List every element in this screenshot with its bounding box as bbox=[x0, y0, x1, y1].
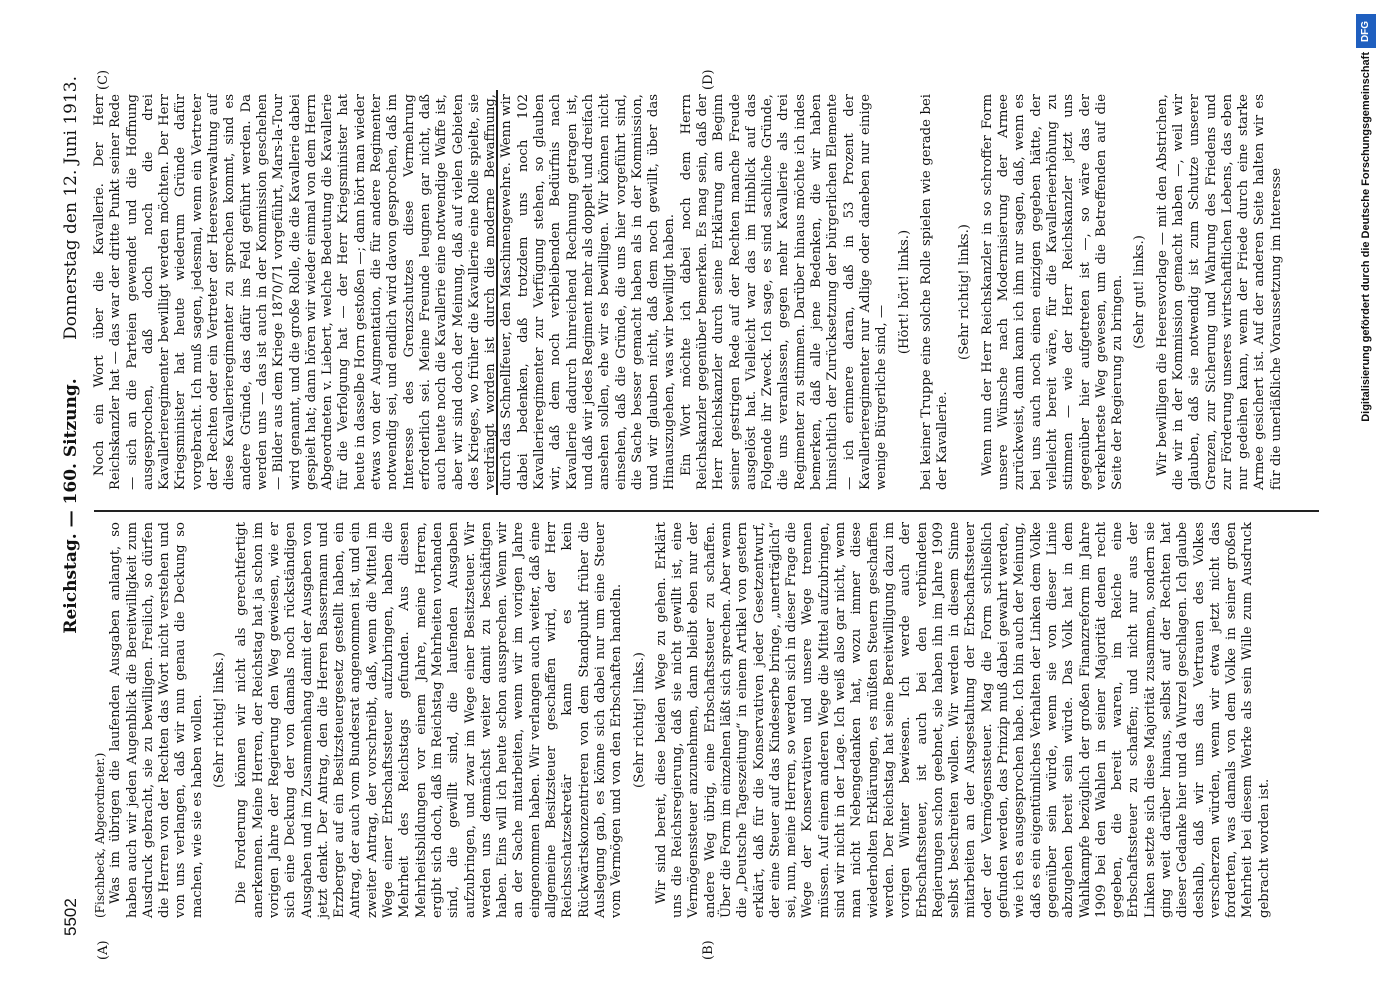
margin-mark-c: (C) bbox=[96, 69, 111, 90]
interjection: (Sehr richtig! links.) bbox=[957, 224, 973, 360]
paragraph: Die Forderung können wir nicht als gerechtfertigt anerkennen. Meine Herren, der Reichstag hat ja schon im vorigen Jahre der Regierung den Weg gewiesen, wie er sich eine Deckung der von damals noch rückständigen Ausgaben und im Zusammenhang damit der Ausgaben von jetzt denkt. Der Antrag, den die Herren Bassermann und Erzberger auf ein Besitzsteuergesetz gestellt haben, ein Antrag, der auch vom Bundesrat angenommen ist, und ein zweiter Antrag, der vorschreibt, daß, wenn die Mittel im Wege einer Erbschaftssteuer aufzubringen, haben die Mehrheit des Reichstags gefunden. Aus diesen Mehrheitsbildungen vor einem Jahre, meine Herren, ergibt sich doch, daß im Reichstag Mehrheiten vorhanden sind, die gewillt sind, die laufenden Ausgaben aufzubringen, und zwar im Wege einer Besitzsteuer. Wir werden uns demnächst weiter damit zu beschäftigen haben. Eins will ich heute schon aussprechen. Wenn wir an der Sache mitarbeiten, wenn wir im vorigen Jahre eingenommen haben. Wir verlangen auch weiter, daß eine allgemeine Besitzsteuer geschaffen wird, der Herr Reichsschatzsekretär kann es kein Rückwärtskonzentrieren von dem Standpunkt früher die Auslegung gab, es könne sich dabei nur um eine Steuer vom Vermögen und von den Erbschaften handeln. bbox=[234, 522, 625, 918]
margin-mark-a: (A) bbox=[96, 940, 111, 960]
interjection: (Sehr gut! links.) bbox=[1132, 235, 1148, 349]
paragraph: Was im übrigen die laufenden Ausgaben anlangt, so haben auch wir jeden Augenblick die Bereitwilligkeit zum Ausdruck gebracht, sie zu bewilligen. Freilich, so dürfen die Herren von der Rechten das Wort nicht verstehen und von uns verlangen, daß wir nun genau die Deckung so machen, wie sie es haben wollen. bbox=[108, 522, 205, 918]
right-column bbox=[92, 94, 1322, 490]
margin-mark-b: (B) bbox=[701, 940, 716, 960]
left-column bbox=[92, 522, 1322, 918]
speaker-note: (Fischbeck, Abgeordneter.) bbox=[93, 752, 107, 918]
page-number: 5502 bbox=[61, 898, 80, 936]
page-header bbox=[58, 76, 84, 936]
session-date: Donnerstag den 12. Juni 1913. bbox=[61, 76, 81, 340]
margin-mark-d: (D) bbox=[701, 69, 716, 90]
digitization-credit: Digitalisierung gefördert durch die Deutsche Forschungsgemeinschaft bbox=[1360, 52, 1372, 422]
paragraph: bei keiner Truppe eine solche Rolle spielen wie gerade bei der Kavallerie. bbox=[918, 94, 951, 490]
interjection: (Hört! hört! links.) bbox=[896, 229, 912, 355]
paragraph: Noch ein Wort über die Kavallerie. Der Herr Reichskanzler hat — das war der dritte Punkt seiner Rede — sich an die Parteien gewendet und die Hoffnung ausgesprochen, daß doch noch die drei Kavallerieregimenter bewilligt werden möchten. Der Herr Kriegsminister hat heute wiederum Gründe dafür vorgebracht. Ich muß sagen, jedesmal, wenn ein Vertreter der Rechten oder ein Vertreter der Heeresverwaltung auf diese Kavallerieregimenter zu sprechen kommt, sind es andere Gründe, das dafür ins Feld geführt werden. Da werden uns — das ist auch in der Kommission geschehen — Bilder aus dem Kriege 1870/71 vorgeführt, Mars-la-Tour wird genannt, und die große Rolle, die die Kavallerie dabei gespielt hat; dann hören wir wieder einmal von dem Herrn Abgeordneten v. Liebert, welche Bedeutung die Kavallerie für die Verfolgung hat — der Herr Kriegsminister hat heute in dasselbe Horn gestoßen —; dann hört man wieder etwas von der Augmentation, die für andere Regimenter notwendig sei, und endlich wird davon gesprochen, daß im Interesse des Grenzschutzes diese Vermehrung erforderlich sei. Meine Freunde leugnen gar nicht, daß auch heute noch die Kavallerie eine notwendige Waffe ist, aber wir sind doch der Meinung, daß auf vielen Gebieten des Krieges, wo früher die Kavallerie eine Rolle spielte, sie verdrängt worden ist durch die moderne Bewaffnung, durch das Schnellfeuer, den Maschinengewehre. Wenn wir dabei bedenken, daß trotzdem uns noch 102 Kavallerieregimenter zur Verfügung stehen, so glauben wir, daß dem noch verbleibenden Bedürfnis nach Kavallerie dadurch hinreichend Rechnung getragen ist, und daß wir jedes Regiment mehr als doppelt und dreifach ansehen sollen, ehe wir es bewilligen. Wir können nicht einsehen, daß die Gründe, die uns hier vorgeführt sind, die Sache besser gemacht haben als in der Kommission, und wir glauben nicht, daß dem noch gewillt, über das Hinauszugehen, was wir bewilligt haben. bbox=[92, 94, 678, 490]
paragraph: Wir bewilligen die Heeresvorlage — mit den Abstrichen, die wir in der Kommission gemacht haben —, weil wir glauben, daß sie notwendig ist zum Schutze unserer Grenzen, zur Sicherung und Wahrung des Friedens und zur Förderung unseres wirtschaftlichen Lebens, das eben nur gedeihen kann, wenn der Friede durch eine starke Armee gesichert ist. Auf der anderen Seite halten wir es für die unerläßliche Voraussetzung im Interesse bbox=[1154, 94, 1284, 490]
paragraph: Wir sind bereit, diese beiden Wege zu gehen. Erklärt uns die Reichsregierung, daß sie nicht gewillt ist, eine Vermögenssteuer anzunehmen, dann bleibt eben nur der andere Weg übrig, eine Erbschaftssteuer zu schaffen. Über die Form im einzelnen läßt sich sprechen. Aber wenn die „Deutsche Tageszeitung“ in einem Artikel von gestern erklärt, daß für die Konservativen jeder Gesetzentwurf, der eine Steuer auf das Kindeserbe bringe, „unerträglich“ sei, nun, meine Herren, so werden sich in dieser Frage die Wege der Konservativen und unsere Wege trennen müssen. Auf einem anderen Wege die Mittel aufzubringen, sind wir nicht in der Lage. Ich weiß also gar nicht, wenn man nicht Nebengedanken hat, wozu immer diese wiederholten Erklärungen, es müßten Steuern geschaffen werden. Der Reichstag hat seine Bereitwilligung dazu im vorigen Winter bewiesen. Ich werde auch der Erbschaftssteuer, ist auch bei den verbündeten Regierungen schon geebnet, sie haben ihn im Jahre 1909 selbst beschreiten wollen. Wir werden in diesem Sinne mitarbeiten an der Ausgestaltung der Erbschaftssteuer oder der Vermögenssteuer. Mag die Form schließlich gefunden werden, das Prinzip muß dabei gewahrt werden, wie ich es ausgesprochen habe. Ich bin auch der Meinung, daß es ein eigentümliches Verhalten der Linken dem Volke gegenüber sein würde, wenn sie von dieser Linie abzugehen bereit sein würde. Das Volk hat in dem Wahlkampfe bezüglich der großen Finanzreform im Jahre 1909 bei den Wahlen in seiner Majorität denen recht gegeben, die bereit waren, im Reiche eine Erbschaftssteuer zu schaffen; und nicht nur aus der Linken setzte sich diese Majorität zusammen, sondern sie ging weit darüber hinaus, selbst auf der Rechten hat dieser Gedanke hier und da Wurzel geschlagen. Ich glaube deshalb, daß wir uns das Vertrauen des Volkes verscherzen würden, wenn wir etwa jetzt nicht das forderten, was damals von dem Volke in seiner großen Mehrheit bei diesem Werke als sein Wille zum Ausdruck gebracht worden ist. bbox=[653, 522, 1272, 918]
dfg-logo: DFG bbox=[1356, 14, 1376, 48]
paragraph: Wenn nun der Herr Reichskanzler in so schroffer Form unsere Wünsche nach Modernisierung der Armee zurückweist, dann kann ich ihm nur sagen, daß, wenn es bei uns auch noch einen einzigen gegeben hätte, der vielleicht bereit wäre, für die Kavallerieerhöhung zu stimmen — wie der Herr Reichskanzler jetzt uns gegenüber hier aufgetreten ist —, so wäre das der verkehrteste Weg gewesen, um die Betreffenden auf die Seite der Regierung zu bringen. bbox=[979, 94, 1126, 490]
interjection: (Sehr richtig! links.) bbox=[631, 652, 647, 788]
interjection: (Sehr richtig! links.) bbox=[212, 652, 228, 788]
column-divider bbox=[94, 510, 1319, 512]
session-title: Reichstag. — 160. Sitzung. bbox=[61, 378, 81, 634]
paragraph: Ein Wort möchte ich dabei noch dem Herrn Reichskanzler gegenüber bemerken. Es mag sein, daß der Herr Reichskanzler durch seine Erklärung am Beginn seiner gestrigen Rede auf der Rechten manche Freude ausgelöst hat. Vielleicht war das im Hinblick auf das Folgende ihr Zweck. Ich sage, es sind sachliche Gründe, die uns veranlassen, gegen mehr Kavallerie als drei Regimenter zu stimmen. Darüber hinaus möchte ich indes bemerken, daß alle jene Bedenken, die wir haben hinsichtlich der Zurücksetzung der bürgerlichen Elemente — ich erinnere daran, daß in 53 Prozent der Kavallerieregimenter nur Adlige oder daneben nur einige wenige Bürgerliche sind, — bbox=[678, 94, 890, 490]
